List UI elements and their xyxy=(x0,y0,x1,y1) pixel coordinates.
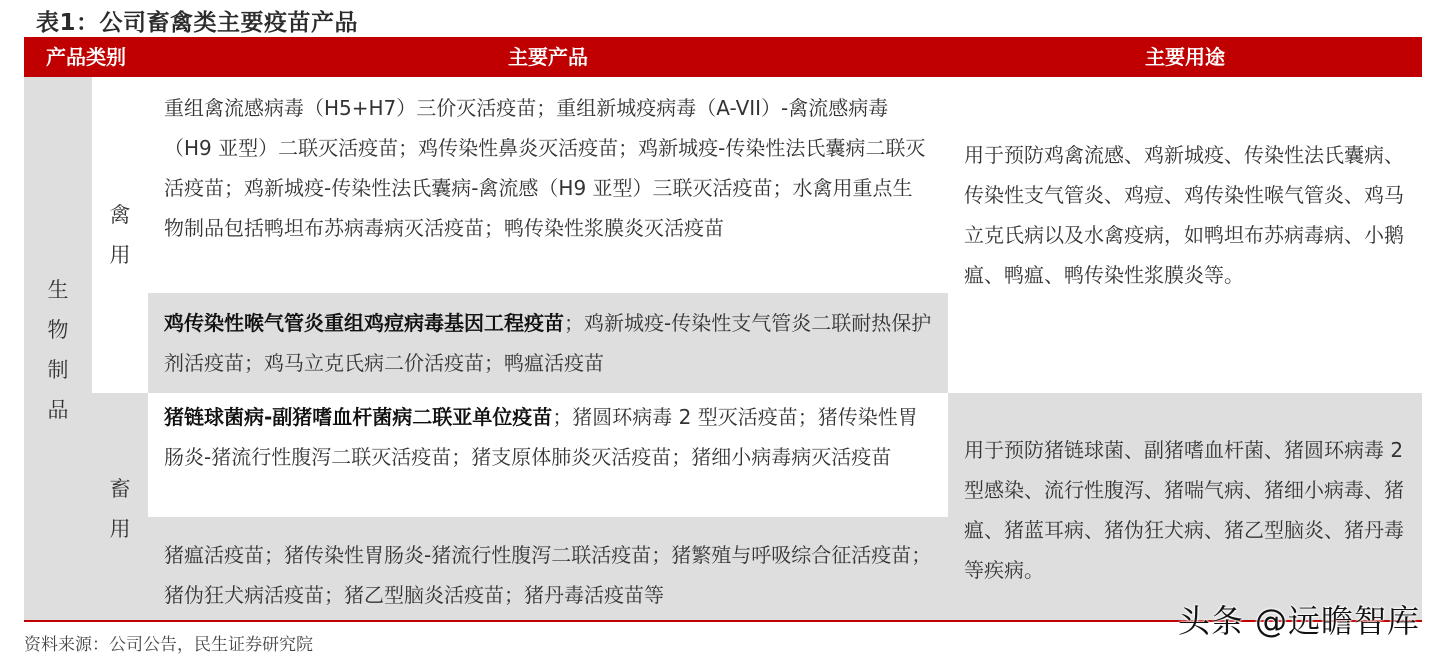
source-note: 资料来源：公司公告，民生证券研究院 xyxy=(24,635,313,655)
header-category: 产品类别 xyxy=(46,45,126,69)
poultry-usage xyxy=(948,77,1422,393)
livestock-label xyxy=(105,469,135,549)
category-main-text xyxy=(43,270,73,430)
vertical-char: 物 xyxy=(47,318,69,342)
poultry-label-cell xyxy=(92,77,148,393)
livestock-products-2 xyxy=(148,517,948,622)
poultry-products-1 xyxy=(148,77,948,293)
poultry-label-text xyxy=(105,195,135,275)
poultry-label xyxy=(105,195,135,275)
category-main-label xyxy=(43,270,73,430)
livestock-products-1-text: ；猪圆环病毒 2 型灭活疫苗；猪传染性胃肠炎-猪流行性腹泻二联灭活疫苗；猪支原体肺炎灭活疫苗；猪细小病毒病灭活疫苗 xyxy=(164,405,918,469)
vertical-char: 生 xyxy=(47,278,69,302)
category-main-cell xyxy=(24,77,92,622)
poultry-products-2-bold: 鸡传染性喉气管炎重组鸡痘病毒基因工程疫苗 xyxy=(164,311,564,335)
livestock-products-1 xyxy=(148,393,948,517)
table-header xyxy=(24,37,1422,77)
vaccine-table xyxy=(24,37,1422,622)
livestock-label-cell xyxy=(92,393,148,622)
livestock-label-text xyxy=(105,469,135,549)
vertical-char: 用 xyxy=(109,243,131,267)
livestock-usage-text: 用于预防猪链球菌、副猪嗜血杆菌、猪圆环病毒 2 型感染、流行性腹泻、猪喘气病、猪细小病毒、猪瘟、猪蓝耳病、猪伪狂犬病、猪乙型脑炎、猪丹毒等疾病。 xyxy=(964,438,1404,582)
livestock-products-1-bold: 猪链球菌病-副猪嗜血杆菌病二联亚单位疫苗 xyxy=(164,405,553,429)
poultry-products-2-text: ；鸡新城疫-传染性支气管炎二联耐热保护剂活疫苗；鸡马立克氏病二价活疫苗；鸭瘟活疫苗 xyxy=(164,311,932,375)
watermark: 头条 @远瞻智库 xyxy=(1177,602,1420,640)
header-usage: 主要用途 xyxy=(1145,45,1225,69)
vertical-char: 禽 xyxy=(109,203,131,227)
vertical-char: 用 xyxy=(109,517,131,541)
vertical-char: 畜 xyxy=(109,477,131,501)
poultry-products-1-text: 重组禽流感病毒（H5+H7）三价灭活疫苗；重组新城疫病毒（A-VII）-禽流感病毒（H9 亚型）二联灭活疫苗；鸡传染性鼻炎灭活疫苗；鸡新城疫-传染性法氏囊病二联灭活疫苗；鸡新城疫-传染性法氏囊病-禽流感（H9 亚型）三联灭活疫苗；水禽用重点生物制品包括鸭坦布苏病毒病灭活疫苗；鸭传染性浆膜炎灭活疫苗 xyxy=(164,96,926,240)
table-title: 表1：公司畜禽类主要疫苗产品 xyxy=(36,10,359,36)
poultry-products-2 xyxy=(148,293,948,393)
poultry-usage-text: 用于预防鸡禽流感、鸡新城疫、传染性法氏囊病、传染性支气管炎、鸡痘、鸡传染性喉气管炎、鸡马立克氏病以及水禽疫病，如鸭坦布苏病毒病、小鹅瘟、鸭瘟、鸭传染性浆膜炎等。 xyxy=(964,143,1404,287)
header-products: 主要产品 xyxy=(508,45,588,69)
livestock-products-2-text: 猪瘟活疫苗；猪传染性胃肠炎-猪流行性腹泻二联活疫苗；猪繁殖与呼吸综合征活疫苗；猪伪狂犬病活疫苗；猪乙型脑炎活疫苗；猪丹毒活疫苗等 xyxy=(164,543,932,607)
livestock-usage xyxy=(948,393,1422,622)
vertical-char: 制 xyxy=(47,358,69,382)
vertical-char: 品 xyxy=(47,398,69,422)
